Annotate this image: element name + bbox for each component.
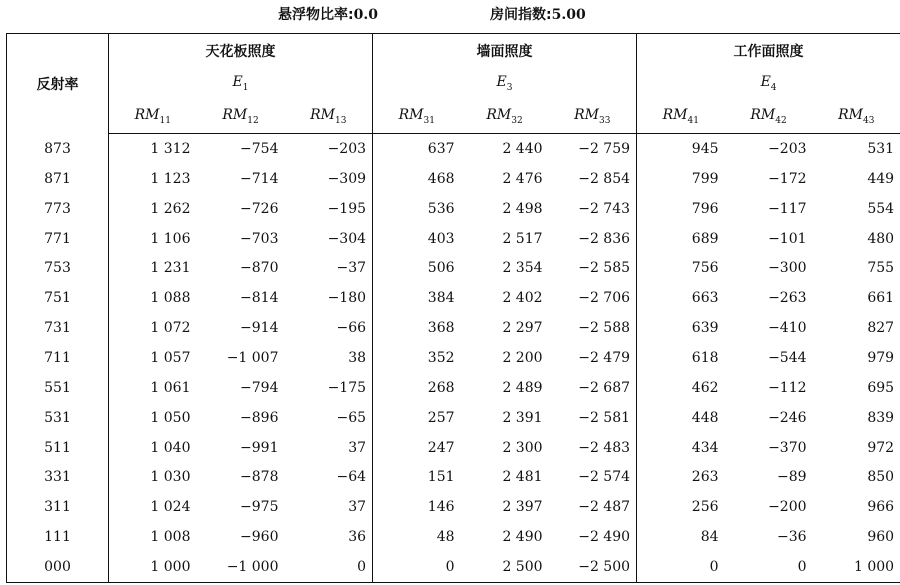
value-cell: −726	[240, 200, 279, 217]
room-index-label: 房间指数:	[490, 7, 552, 23]
value-cell: 352	[373, 343, 461, 373]
value-cell: −703	[240, 230, 279, 247]
column-header-base: RM	[662, 107, 688, 124]
value-cell: −112	[768, 379, 807, 396]
value-cell: −263	[768, 290, 807, 307]
suspension-ratio-label: 悬浮物比率:	[278, 7, 354, 23]
value-cell: 2 391	[502, 409, 543, 426]
value-cell: 368	[373, 313, 461, 343]
value-cell: 2 440	[502, 140, 543, 157]
value-cell: 1 057	[109, 343, 197, 373]
value-cell: 84	[637, 522, 725, 552]
column-header-base: RM	[838, 107, 864, 124]
value-cell: 2 476	[502, 170, 543, 187]
value-cell: 756	[637, 253, 725, 283]
value-cell: −180	[327, 290, 367, 307]
value-cell: 2 300	[502, 439, 543, 456]
value-cell: 37	[348, 439, 367, 456]
value-cell: 661	[867, 290, 895, 307]
column-header-sub: 11	[159, 115, 171, 126]
table-row	[7, 224, 900, 254]
reflectance-cell: 531	[44, 409, 71, 426]
table-row	[7, 552, 900, 582]
value-cell: 247	[373, 433, 461, 463]
value-cell: 403	[373, 224, 461, 254]
value-cell: −2 574	[578, 469, 631, 486]
table-row	[7, 492, 900, 522]
value-cell: 966	[867, 499, 895, 516]
value-cell: 462	[637, 373, 725, 403]
value-cell: 960	[867, 529, 895, 546]
value-cell: −2 759	[578, 140, 631, 157]
value-cell: 506	[373, 253, 461, 283]
value-cell: 796	[637, 194, 725, 224]
value-cell: −2 588	[578, 320, 631, 337]
value-cell: −203	[327, 140, 367, 157]
column-header-rm43	[813, 100, 900, 134]
column-header-base: RM	[750, 107, 776, 124]
value-cell: 48	[373, 522, 461, 552]
value-cell: −878	[240, 469, 279, 486]
value-cell: −37	[336, 260, 367, 277]
value-cell: −914	[240, 320, 279, 337]
symbol-e3-sub: 3	[506, 82, 513, 93]
symbol-e4	[637, 67, 900, 100]
table-row	[7, 164, 900, 194]
value-cell: 2 200	[502, 349, 543, 366]
column-header-base: RM	[486, 107, 512, 124]
value-cell: 36	[348, 529, 367, 546]
column-header-sub: 32	[511, 115, 523, 126]
value-cell: −175	[327, 379, 367, 396]
reflectance-cell: 731	[44, 320, 71, 337]
reflectance-cell: 711	[44, 349, 71, 366]
value-cell: 0	[797, 559, 807, 576]
reflectance-cell: 111	[44, 529, 71, 546]
value-cell: −975	[240, 499, 279, 516]
value-cell: −200	[768, 499, 807, 516]
value-cell: 1 000	[109, 552, 197, 582]
value-cell: −101	[768, 230, 807, 247]
value-cell: 663	[637, 283, 725, 313]
value-cell: −64	[336, 469, 367, 486]
table-body	[7, 134, 900, 583]
value-cell: 151	[373, 462, 461, 492]
value-cell: −309	[327, 170, 367, 187]
value-cell: −2 743	[578, 200, 631, 217]
table-row	[7, 253, 900, 283]
table-row	[7, 403, 900, 433]
value-cell: 979	[867, 349, 895, 366]
symbol-e4-sub: 4	[770, 82, 777, 93]
reflectance-cell: 773	[44, 200, 71, 217]
reflectance-cell: 311	[44, 499, 71, 516]
value-cell: −410	[768, 320, 807, 337]
column-header-sub: 41	[687, 115, 699, 126]
table-row	[7, 134, 900, 164]
value-cell: −714	[240, 170, 279, 187]
value-cell: 695	[867, 379, 895, 396]
value-cell: 2 490	[502, 529, 543, 546]
value-cell: −89	[776, 469, 807, 486]
value-cell: −195	[327, 200, 367, 217]
value-cell: −814	[240, 290, 279, 307]
column-header-base: RM	[398, 107, 424, 124]
value-cell: 1 050	[109, 403, 197, 433]
value-cell: −2 585	[578, 260, 631, 277]
table-row	[7, 433, 900, 463]
value-cell: −370	[768, 439, 807, 456]
column-header-rm31	[373, 100, 461, 134]
value-cell: −1 000	[226, 559, 279, 576]
symbol-e3-base: E	[496, 74, 507, 91]
reflectance-cell: 751	[44, 290, 71, 307]
value-cell: 37	[348, 499, 367, 516]
table-row	[7, 462, 900, 492]
value-cell: 618	[637, 343, 725, 373]
value-cell: 1 000	[853, 559, 895, 576]
symbol-e4-base: E	[760, 74, 771, 91]
value-cell: −117	[768, 200, 807, 217]
value-cell: 480	[867, 230, 895, 247]
value-cell: 1 262	[109, 194, 197, 224]
value-cell: −2 479	[578, 349, 631, 366]
column-header-rm33	[549, 100, 637, 134]
value-cell: 2 498	[502, 200, 543, 217]
value-cell: −544	[768, 349, 807, 366]
value-cell: 1 040	[109, 433, 197, 463]
table-caption	[0, 4, 900, 24]
value-cell: 839	[867, 409, 895, 426]
value-cell: 637	[373, 134, 461, 164]
value-cell: 1 072	[109, 313, 197, 343]
value-cell: 448	[637, 403, 725, 433]
table-row	[7, 373, 900, 403]
reflectance-cell: 511	[44, 439, 71, 456]
value-cell: 449	[867, 170, 895, 187]
value-cell: 972	[867, 439, 895, 456]
reflectance-cell: 753	[44, 260, 71, 277]
column-header-base: RM	[574, 107, 599, 124]
value-cell: 0	[637, 552, 725, 582]
column-header-rm32	[461, 100, 549, 134]
room-index	[490, 4, 586, 24]
column-header-row	[7, 100, 900, 134]
value-cell: −2 581	[578, 409, 631, 426]
value-cell: 2 297	[502, 320, 543, 337]
column-header-base: RM	[310, 107, 335, 124]
value-cell: −991	[240, 439, 279, 456]
wall-illuminance-header: 墙面照度	[373, 34, 637, 68]
symbol-e1-base: E	[232, 74, 243, 91]
value-cell: −246	[768, 409, 807, 426]
value-cell: 2 481	[502, 469, 543, 486]
value-cell: 2 489	[502, 379, 543, 396]
column-header-rm11	[109, 100, 197, 134]
value-cell: 536	[373, 194, 461, 224]
table-row	[7, 522, 900, 552]
value-cell: 38	[348, 349, 367, 366]
column-header-base: RM	[222, 107, 248, 124]
column-header-rm13	[285, 100, 373, 134]
value-cell: −65	[336, 409, 367, 426]
value-cell: 268	[373, 373, 461, 403]
reflectance-cell: 000	[44, 559, 71, 576]
value-cell: 1 024	[109, 492, 197, 522]
value-cell: 755	[867, 260, 895, 277]
value-cell: −203	[768, 140, 807, 157]
room-index-value: 5.00	[551, 7, 586, 23]
reflectance-cell: 551	[44, 379, 71, 396]
value-cell: 531	[867, 140, 895, 157]
value-cell: 1 030	[109, 462, 197, 492]
suspension-ratio	[278, 4, 378, 24]
value-cell: 554	[867, 200, 895, 217]
symbol-e1	[109, 67, 373, 100]
value-cell: 434	[637, 433, 725, 463]
value-cell: 2 354	[502, 260, 543, 277]
symbol-e3	[373, 67, 637, 100]
value-cell: 468	[373, 164, 461, 194]
column-header-sub: 13	[334, 115, 347, 126]
value-cell: −300	[768, 260, 807, 277]
table-row	[7, 283, 900, 313]
symbol-e1-sub: 1	[242, 82, 249, 93]
value-cell: 850	[867, 469, 895, 486]
reflectance-cell: 771	[44, 230, 71, 247]
value-cell: 0	[357, 559, 367, 576]
value-cell: 945	[637, 134, 725, 164]
value-cell: −870	[240, 260, 279, 277]
column-header-sub: 42	[775, 115, 787, 126]
column-header-sub: 31	[423, 115, 435, 126]
value-cell: 1 231	[109, 253, 197, 283]
column-header-rm41	[637, 100, 725, 134]
value-cell: 146	[373, 492, 461, 522]
reflectance-cell: 331	[44, 469, 71, 486]
value-cell: 1 061	[109, 373, 197, 403]
value-cell: 1 106	[109, 224, 197, 254]
reflectance-cell: 873	[44, 140, 71, 157]
coefficient-table	[6, 33, 900, 583]
value-cell: 799	[637, 164, 725, 194]
value-cell: −2 706	[578, 290, 631, 307]
value-cell: 263	[637, 462, 725, 492]
value-cell: −754	[240, 140, 279, 157]
column-header-sub: 33	[599, 115, 611, 126]
value-cell: −2 854	[578, 170, 631, 187]
value-cell: −896	[240, 409, 279, 426]
column-header-sub: 43	[863, 115, 875, 126]
value-cell: −2 836	[578, 230, 631, 247]
table-row	[7, 343, 900, 373]
value-cell: 827	[867, 320, 895, 337]
value-cell: 1 088	[109, 283, 197, 313]
value-cell: −794	[240, 379, 279, 396]
value-cell: 639	[637, 313, 725, 343]
value-cell: 257	[373, 403, 461, 433]
value-cell: −2 483	[578, 439, 631, 456]
value-cell: 1 008	[109, 522, 197, 552]
value-cell: −66	[336, 320, 367, 337]
value-cell: −36	[776, 529, 807, 546]
value-cell: −304	[327, 230, 367, 247]
table-row	[7, 194, 900, 224]
value-cell: −2 490	[578, 529, 631, 546]
value-cell: 2 500	[502, 559, 543, 576]
value-cell: 2 402	[502, 290, 543, 307]
value-cell: −172	[768, 170, 807, 187]
value-cell: 1 312	[109, 134, 197, 164]
column-header-rm42	[725, 100, 813, 134]
value-cell: −2 687	[578, 379, 631, 396]
value-cell: −2 487	[578, 499, 631, 516]
reflectance-cell: 871	[44, 170, 71, 187]
value-cell: −960	[240, 529, 279, 546]
value-cell: 384	[373, 283, 461, 313]
value-cell: 2 517	[502, 230, 543, 247]
value-cell: 0	[373, 552, 461, 582]
ceiling-illuminance-header: 天花板照度	[109, 34, 373, 68]
value-cell: 1 123	[109, 164, 197, 194]
column-header-base: RM	[134, 107, 160, 124]
reflectance-header: 反射率	[36, 76, 79, 93]
table-row	[7, 313, 900, 343]
column-header-sub: 12	[247, 115, 259, 126]
value-cell: 2 397	[502, 499, 543, 516]
value-cell: 689	[637, 224, 725, 254]
column-header-rm12	[197, 100, 285, 134]
value-cell: −1 007	[226, 349, 279, 366]
workplane-illuminance-header: 工作面照度	[637, 34, 900, 68]
suspension-ratio-value: 0.0	[353, 7, 378, 23]
value-cell: −2 500	[578, 559, 631, 576]
value-cell: 256	[637, 492, 725, 522]
